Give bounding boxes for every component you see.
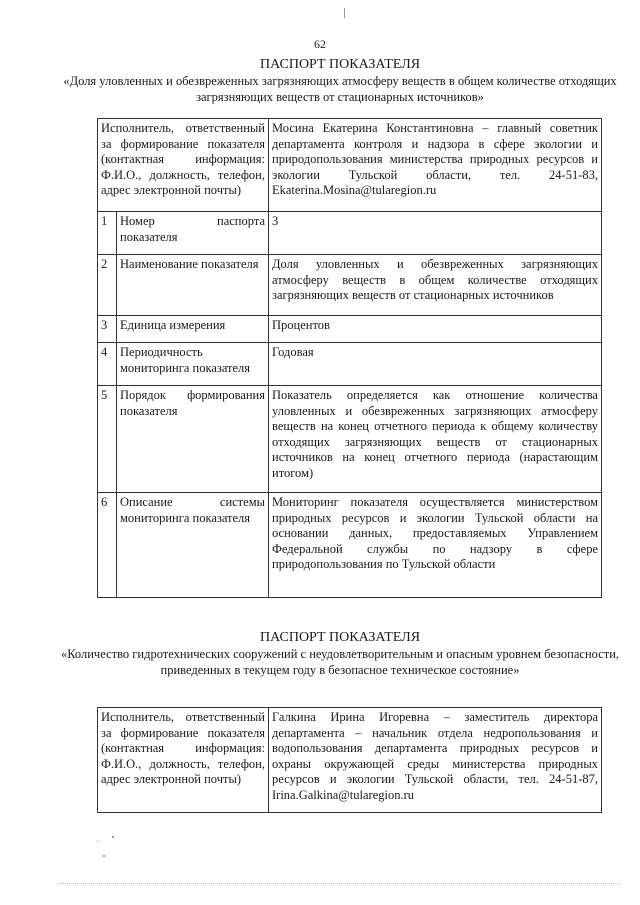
row-number: 4	[98, 343, 117, 386]
passport-1-title: ПАСПОРТ ПОКАЗАТЕЛЯ	[259, 57, 421, 72]
table-row	[98, 343, 602, 386]
passport-1-table	[97, 118, 602, 598]
executor-label: Исполнитель, ответственный за формирование показателя (контактная информация: Ф.И.О., должность, телефон, адрес электронной почты)	[98, 119, 269, 212]
row-value: Доля уловленных и обезвреженных загрязняющих атмосферу веществ в общем количестве отходящих загрязняющих веществ от стационарных источников	[269, 255, 602, 316]
row-label: Наименование показателя	[117, 255, 269, 316]
row-value: 3	[269, 212, 602, 255]
executor-value: Галкина Ирина Игоревна – заместитель директора департамента – начальник отдела недропользования и водопользования департамента природных ресурсов и охраны окружающей среды министерства природных ресурсов и экологии Тульской области, тел. 24-51-87, Irina.Galkina@tularegion.ru	[269, 708, 602, 813]
row-label: Описание системы мониторинга показателя	[117, 493, 269, 598]
passport-2-title: ПАСПОРТ ПОКАЗАТЕЛЯ	[259, 630, 421, 645]
passport-1-heading	[60, 56, 620, 105]
executor-value: Мосина Екатерина Константиновна – главный советник департамента контроля и надзора в сфере экологии и природопользования министерства природных ресурсов и экологии Тульской области, тел. 24-51-83, Ekaterina.Mosina@tularegion.ru	[269, 119, 602, 212]
table-row	[98, 212, 602, 255]
scan-speck	[97, 840, 98, 841]
passport-2-heading	[60, 629, 620, 678]
row-number: 5	[98, 386, 117, 493]
row-number: 2	[98, 255, 117, 316]
table-row-executor	[98, 708, 602, 813]
row-value: Мониторинг показателя осуществляется министерством природных ресурсов и экологии Тульской области на основании данных, предоставляемых Управлением Федеральной службы по надзору в сфере природопользования по Тульской области	[269, 493, 602, 598]
row-label: Порядок формирования показателя	[117, 386, 269, 493]
table-row	[98, 316, 602, 343]
scan-edge-line	[60, 883, 620, 884]
row-value: Годовая	[269, 343, 602, 386]
scan-speck	[103, 855, 105, 857]
row-label: Периодичность мониторинга показателя	[117, 343, 269, 386]
passport-2-subtitle: «Количество гидротехнических сооружений с неудовлетворительным и опасным уровнем безопасности, приведенных в текущем году в безопасное техническое состояние»	[60, 647, 620, 677]
page-number: 62	[314, 37, 326, 51]
row-number: 3	[98, 316, 117, 343]
passport-2-table	[97, 707, 602, 813]
table-row	[98, 386, 602, 493]
scan-speck	[344, 8, 345, 18]
executor-label: Исполнитель, ответственный за формирование показателя (контактная информация: Ф.И.О., должность, телефон, адрес электронной почты)	[98, 708, 269, 813]
table-row-executor	[98, 119, 602, 212]
row-value: Показатель определяется как отношение количества уловленных и обезвреженных загрязняющих атмосферу веществ на конец отчетного периода к общему количеству отходящих загрязняющих веществ от стационарных источников на конец отчетного периода (нарастающим итогом)	[269, 386, 602, 493]
table-row	[98, 255, 602, 316]
row-number: 1	[98, 212, 117, 255]
passport-1-subtitle: «Доля уловленных и обезвреженных загрязняющих атмосферу веществ в общем количестве отходящих загрязняющих веществ от стационарных источников»	[63, 74, 617, 104]
table-row	[98, 493, 602, 598]
row-value: Процентов	[269, 316, 602, 343]
row-number: 6	[98, 493, 117, 598]
row-label: Номер паспорта показателя	[117, 212, 269, 255]
scan-speck	[112, 836, 114, 838]
row-label: Единица измерения	[117, 316, 269, 343]
